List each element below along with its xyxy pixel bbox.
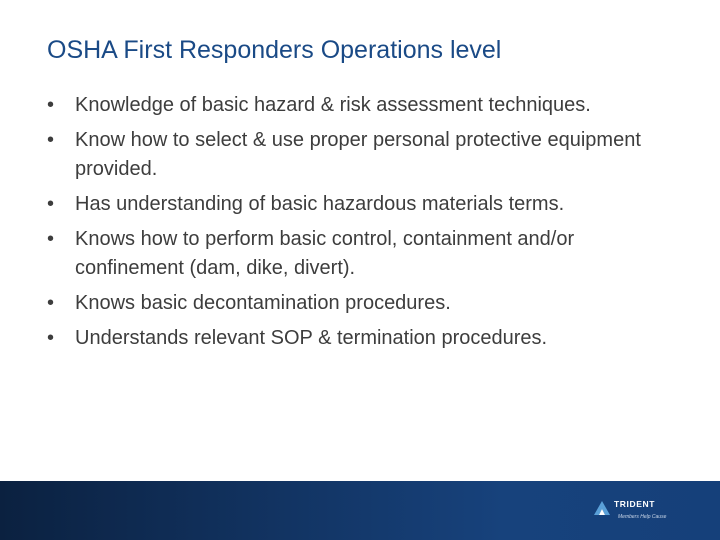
- bullet-text: Has understanding of basic hazardous materials terms.: [75, 193, 565, 215]
- trident-logo: [592, 499, 672, 525]
- logo-tagline: Members Help Cause: [618, 514, 667, 520]
- bullet-marker: •: [47, 193, 55, 215]
- bullet-marker: •: [47, 129, 55, 151]
- bullet-marker: •: [47, 292, 55, 314]
- bullet-text: Knows how to perform basic control, containment and/or confinement (dam, dike, divert).: [75, 228, 575, 279]
- trident-logo-icon: [592, 499, 612, 517]
- bullet-marker: •: [47, 94, 55, 116]
- bullet-item: [47, 126, 687, 184]
- bullet-item: [47, 225, 687, 283]
- slide-title: OSHA First Responders Operations level: [47, 36, 502, 64]
- logo-wordmark: TRIDENT: [614, 499, 656, 509]
- bullet-text: Knowledge of basic hazard & risk assessment techniques.: [75, 94, 591, 116]
- bullet-list: [47, 91, 687, 359]
- bullet-item: [47, 190, 687, 219]
- bullet-item: [47, 91, 687, 120]
- bullet-item: [47, 324, 687, 353]
- bullet-item: [47, 289, 687, 318]
- bullet-marker: •: [47, 228, 55, 250]
- bullet-text: Knows basic decontamination procedures.: [75, 292, 451, 314]
- bullet-text: Understands relevant SOP & termination procedures.: [75, 327, 548, 349]
- bullet-text: Know how to select & use proper personal protective equipment provided.: [75, 129, 641, 180]
- bullet-marker: •: [47, 327, 55, 349]
